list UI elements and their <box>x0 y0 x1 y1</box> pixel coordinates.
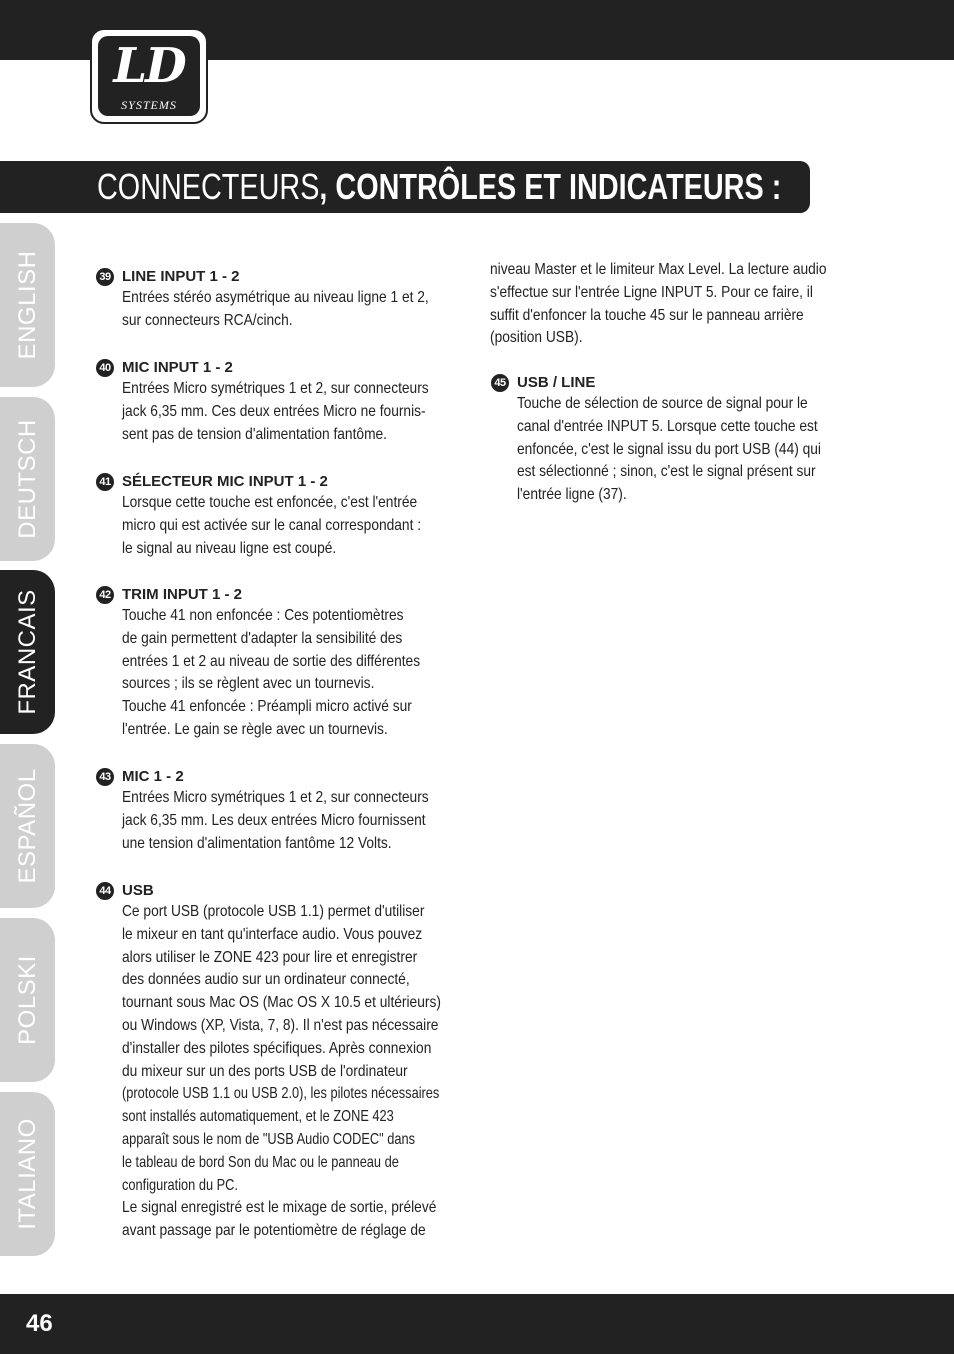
logo-mark: LD <box>113 38 185 94</box>
item-number-badge: 39 <box>96 268 114 286</box>
entry-title: LINE INPUT 1 - 2 <box>122 268 240 285</box>
entry-text-line: micro qui est activée sur le canal correspondant : <box>122 516 422 534</box>
entry-text-line: tournant sous Mac OS (Mac OS X 10.5 et ultérieurs) <box>122 994 441 1012</box>
entry-text-line: s'effectue sur l'entrée Ligne INPUT 5. Pour ce faire, il <box>490 283 813 301</box>
entry-text-line: Le signal enregistré est le mixage de sortie, prélevé <box>122 1199 437 1217</box>
entry-text-line: apparaît sous le nom de "USB Audio CODEC" dans <box>122 1130 415 1148</box>
entry-45 <box>494 373 870 507</box>
tab-label: FRANCAIS <box>13 589 41 715</box>
page-title <box>97 167 781 207</box>
entry-text-line: des données audio sur un ordinateur connecté, <box>122 971 410 989</box>
page-number: 46 <box>26 1310 53 1337</box>
entry-title: MIC 1 - 2 <box>122 768 184 785</box>
entry-text-line: Touche de sélection de source de signal pour le <box>517 395 808 412</box>
entry-title: TRIM INPUT 1 - 2 <box>122 586 243 603</box>
entry-text-line: l'entrée. Le gain se règle avec un tournevis. <box>122 720 388 738</box>
tab-espanol[interactable] <box>0 744 55 908</box>
entry-title: USB <box>122 882 154 899</box>
entry-text-line: (protocole USB 1.1 ou USB 2.0), les pilotes nécessaires <box>122 1085 440 1103</box>
entry-text-line: Lorsque cette touche est enfoncée, c'est l'entrée <box>122 494 418 511</box>
ld-systems-logo <box>90 28 208 124</box>
entry-text-line: enfoncée, c'est le signal issu du port USB (44) qui <box>517 440 821 458</box>
entry-title: MIC INPUT 1 - 2 <box>122 359 233 376</box>
tab-label: ESPAÑOL <box>13 768 41 884</box>
entry-text-line: sources ; ils se règlent avec un tournevis. <box>122 675 375 693</box>
entry-text-line: Touche 41 enfoncée : Préampli micro activé sur <box>122 698 412 716</box>
entry-text-line: Ce port USB (protocole USB 1.1) permet d'utiliser <box>122 903 425 920</box>
entry-text-line: d'installer des pilotes spécifiques. Après connexion <box>122 1039 432 1057</box>
item-number-badge: 42 <box>96 586 114 604</box>
tab-deutsch[interactable] <box>0 397 55 561</box>
entry-text-line: le signal au niveau ligne est coupé. <box>122 539 337 557</box>
entry-text-line: le tableau de bord Son du Mac ou le panneau de <box>122 1153 399 1171</box>
item-number-badge: 43 <box>96 768 114 786</box>
entry-title: SÉLECTEUR MIC INPUT 1 - 2 <box>122 473 328 490</box>
entry-43 <box>99 767 479 855</box>
tab-label: POLSKI <box>13 955 41 1045</box>
entry-39 <box>99 267 479 333</box>
entry-44 <box>99 881 519 1243</box>
entry-text-line: (position USB). <box>490 329 583 347</box>
tab-francais[interactable] <box>0 570 55 734</box>
tab-italiano[interactable] <box>0 1092 55 1256</box>
item-number-badge: 41 <box>96 473 114 491</box>
entry-text-line: suffit d'enfoncer la touche 45 sur le panneau arrière <box>490 306 804 324</box>
entry-text-line: une tension d'alimentation fantôme 12 Volts. <box>122 834 392 852</box>
logo-wordmark: SYSTEMS <box>121 98 177 112</box>
tab-label: ENGLISH <box>13 250 41 360</box>
usb-continuation <box>490 259 881 350</box>
item-number-badge: 44 <box>96 882 114 900</box>
entry-text-line: du mixeur sur un des ports USB de l'ordinateur <box>122 1062 408 1080</box>
tab-polski[interactable] <box>0 918 55 1082</box>
entry-text-line: de gain permettent d'adapter la sensibilité des <box>122 629 403 647</box>
item-number-badge: 40 <box>96 359 114 377</box>
tab-label: ITALIANO <box>13 1118 41 1230</box>
entry-text-line: l'entrée ligne (37). <box>517 486 627 504</box>
entry-text-line: jack 6,35 mm. Les deux entrées Micro fournissent <box>122 811 426 829</box>
entry-text-line: Entrées stéréo asymétrique au niveau ligne 1 et 2, <box>122 289 429 306</box>
footer-bar <box>0 1294 954 1354</box>
entry-text-line: avant passage par le potentiomètre de réglage de <box>122 1222 426 1240</box>
entry-42 <box>99 585 469 742</box>
page-title-light: CONNECTEURS <box>97 166 320 207</box>
entry-40 <box>99 358 479 446</box>
entry-text-line: sur connecteurs RCA/cinch. <box>122 311 293 329</box>
entry-text-line: Entrées Micro symétriques 1 et 2, sur connecteurs <box>122 789 429 806</box>
entry-text-line: configuration du PC. <box>122 1176 238 1194</box>
page-title-bold: , CONTRÔLES ET INDICATEURS : <box>319 166 782 207</box>
entry-text-line: entrées 1 et 2 au niveau de sortie des différentes <box>122 652 421 670</box>
tab-label: DEUTSCH <box>13 419 41 539</box>
entry-title: USB / LINE <box>517 374 596 391</box>
entry-text-line: niveau Master et le limiteur Max Level. La lecture audio <box>490 261 827 278</box>
entry-text-line: Entrées Micro symétriques 1 et 2, sur connecteurs <box>122 380 429 397</box>
item-number-badge: 45 <box>491 374 509 392</box>
entry-text-line: le mixeur en tant qu'interface audio. Vous pouvez <box>122 925 423 943</box>
entry-text-line: est sélectionné ; sinon, c'est le signal présent sur <box>517 463 816 481</box>
tab-english[interactable] <box>0 223 55 387</box>
title-bar <box>0 161 810 213</box>
entry-41 <box>99 472 470 560</box>
entry-text-line: ou Windows (XP, Vista, 7, 8). Il n'est pas nécessaire <box>122 1016 439 1034</box>
entry-text-line: canal d'entrée INPUT 5. Lorsque cette touche est <box>517 417 818 435</box>
entry-text-line: Touche 41 non enfoncée : Ces potentiomètres <box>122 607 404 624</box>
entry-text-line: alors utiliser le ZONE 423 pour lire et enregistrer <box>122 948 418 966</box>
entry-text-line: sont installés automatiquement, et le ZONE 423 <box>122 1108 394 1126</box>
logo-badge <box>98 36 200 116</box>
entry-text-line: jack 6,35 mm. Ces deux entrées Micro ne fournis- <box>122 402 426 420</box>
entry-text-line: sent pas de tension d'alimentation fantôme. <box>122 425 388 443</box>
